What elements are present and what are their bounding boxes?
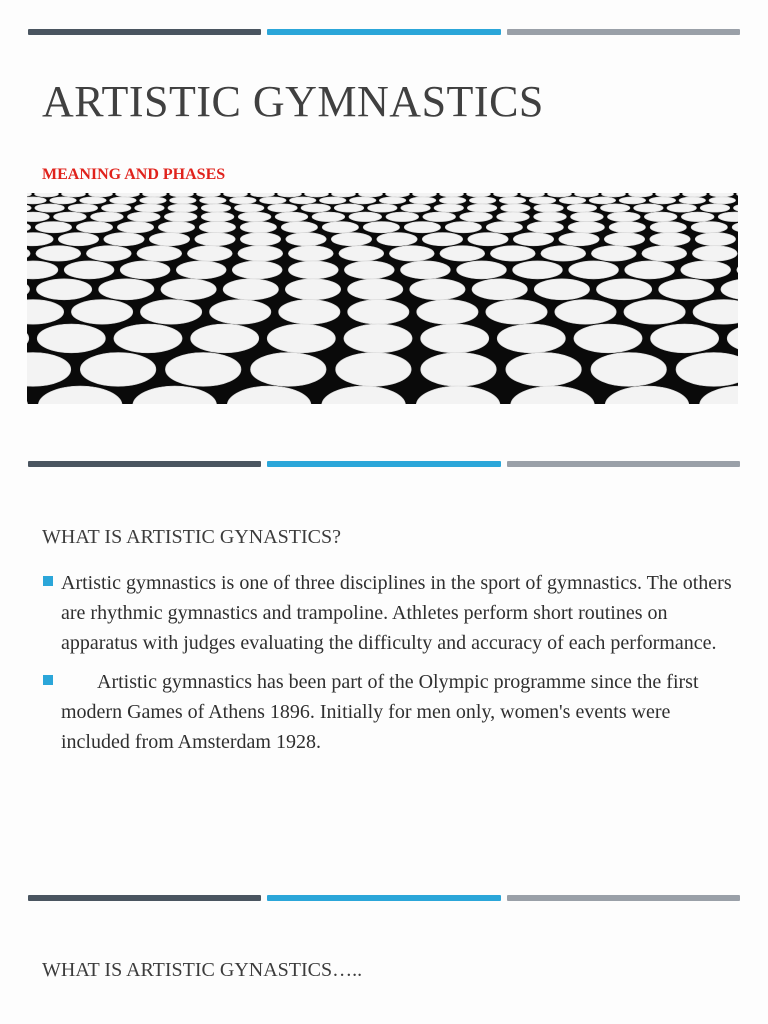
slide-title xyxy=(0,0,768,430)
bar-segment-dark xyxy=(28,895,261,901)
bullet-text: Artistic gymnastics is one of three disciplines in the sport of gymnastics. The others are rhythmic gymnastics and trampoline. Athletes perform short routines on apparatus with judges evaluating the difficulty and accuracy of each performance. xyxy=(61,572,732,654)
bar-segment-dark xyxy=(28,29,261,35)
bullet-text xyxy=(61,667,732,757)
list-item xyxy=(42,667,732,757)
bar-segment-dark xyxy=(28,461,261,467)
slide-top-bar xyxy=(28,895,740,901)
slide-top-bar xyxy=(28,29,740,35)
list-item xyxy=(42,568,732,658)
bar-segment-grey xyxy=(507,461,740,467)
bar-segment-blue xyxy=(267,895,500,901)
square-bullet-icon xyxy=(43,576,53,586)
square-bullet-icon xyxy=(43,675,53,685)
slide-top-bar xyxy=(28,461,740,467)
bar-segment-grey xyxy=(507,29,740,35)
bullet-text-content: Artistic gymnastics has been part of the Olympic programme since the first modern Games of Athens 1896. Initially for men only, women's events were included from Amsterdam 1928. xyxy=(61,671,699,753)
bar-segment-grey xyxy=(507,895,740,901)
slide-heading: WHAT IS ARTISTIC GYNASTICS….. xyxy=(42,959,363,981)
discs-pattern-image xyxy=(27,193,738,404)
bar-segment-blue xyxy=(267,461,500,467)
bullet-list xyxy=(42,568,732,766)
slide-subtitle: MEANING AND PHASES xyxy=(42,166,226,183)
bar-segment-blue xyxy=(267,29,500,35)
slide-heading: WHAT IS ARTISTIC GYNASTICS? xyxy=(42,526,341,548)
slide-title-text: ARTISTIC GYMNASTICS xyxy=(42,77,544,126)
